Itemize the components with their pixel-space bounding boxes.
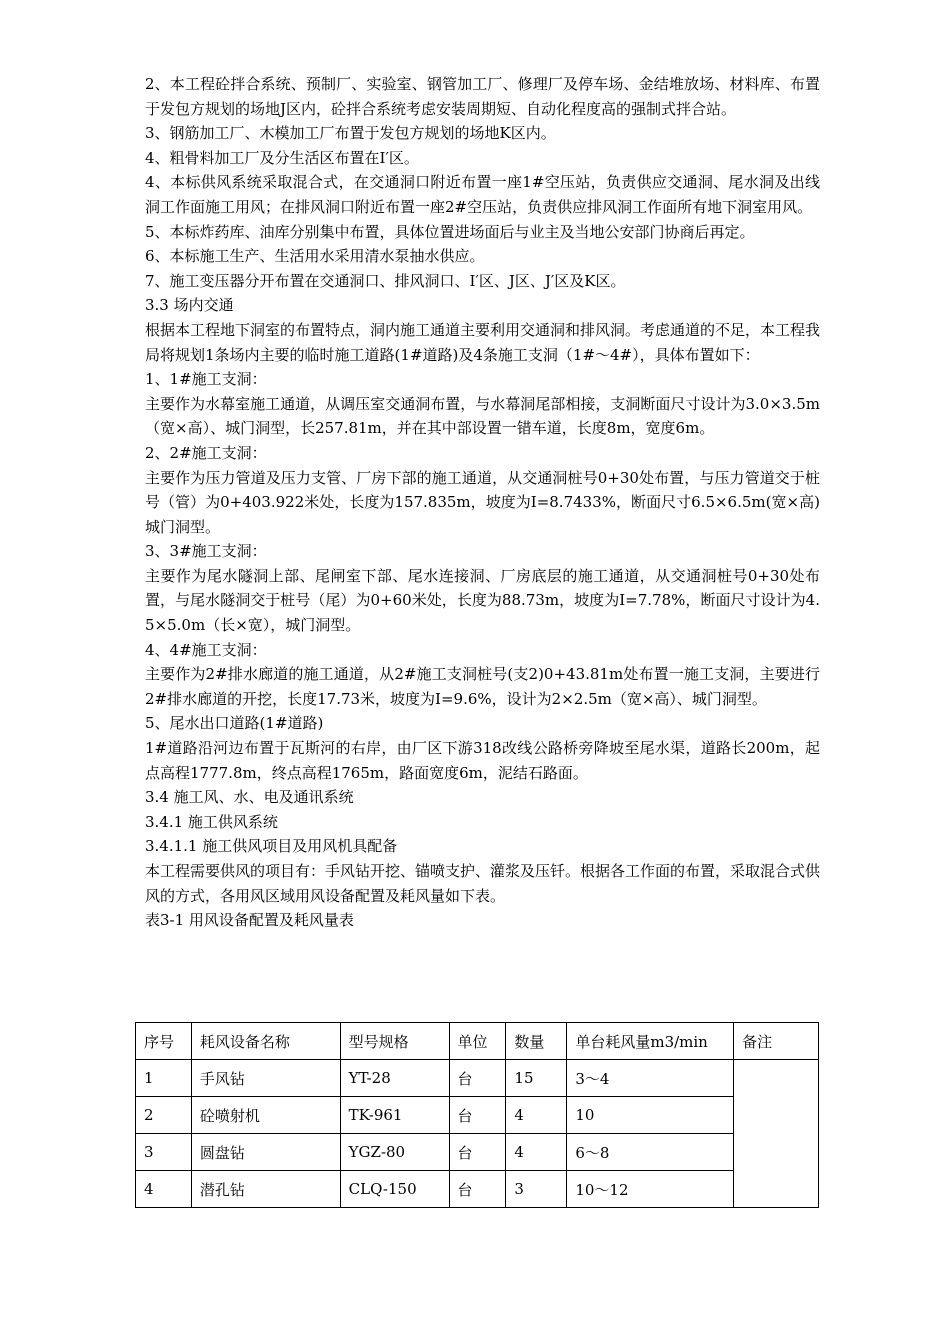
paragraph: 7、施工变压器分开布置在交通洞口、排风洞口、I′区、J区、J′区及K区。 [145,271,626,290]
table-cell: 手风钻 [191,1060,340,1097]
table-cell: 10～12 [567,1171,734,1208]
paragraph: 根据本工程地下洞室的布置特点，洞内施工通道主要利用交通洞和排风洞。考虑通道的不足，本工程我局将规划1条场内主要的临时施工道路(1#道路)及4条施工支洞（1#～4#），具体布置如下： [145,320,821,364]
paragraph: 3、钢筋加工厂、木模加工厂布置于发包方规划的场地K区内。 [145,124,556,143]
paragraph: 主要作为2#排水廊道的施工通道，从2#施工支洞桩号(支2)0+43.81m处布置一施工支洞，主要进行2#排水廊道的开挖，长度17.73米，坡度为I=9.6%，设计为2×2.5m（宽×高）、城门洞型。 [145,665,820,708]
table-row [136,1097,819,1134]
table-header-row [136,1023,819,1060]
table-cell: 潜孔钻 [191,1171,340,1208]
table-row [136,1171,819,1208]
table-cell: TK-961 [340,1097,449,1134]
table-cell: 15 [506,1060,567,1097]
table-cell: 圆盘钻 [191,1134,340,1171]
subsection-heading: 4、4#施工支洞： [145,640,267,659]
table-cell: 4 [136,1171,192,1208]
table-cell: 砼喷射机 [191,1097,340,1134]
table-cell: 3 [136,1134,192,1171]
table-cell: 2 [136,1097,192,1134]
table-cell: YT-28 [340,1060,449,1097]
table-cell: 3 [506,1171,567,1208]
air-equipment-table [135,1022,819,1208]
paragraph: 本工程需要供风的项目有：手风钻开挖、锚喷支护、灌浆及压钎。根据各工作面的布置，采取混合式供风的方式，各用风区域用风设备配置及耗风量如下表。 [145,862,821,905]
table-row [136,1060,819,1097]
header-cell: 单台耗风量m3/min [567,1023,734,1060]
subsection-heading: 1、1#施工支洞： [145,370,267,389]
header-cell: 序号 [136,1023,192,1060]
paragraph: 1#道路沿河边布置于瓦斯河的右岸，由厂区下游318改线公路桥旁降坡至尾水渠，道路长200m，起点高程1777.8m，终点高程1765m，路面宽度6m，泥结石路面。 [145,739,820,782]
section-heading: 3.4.1 施工供风系统 [145,812,278,831]
header-cell: 数量 [506,1023,567,1060]
table-cell: CLQ-150 [340,1171,449,1208]
header-cell: 单位 [449,1023,506,1060]
subsection-heading: 2、2#施工支洞： [145,443,267,462]
section-heading: 3.3 场内交通 [145,296,234,315]
table-cell: 4 [506,1097,567,1134]
remarks-cell [734,1060,819,1208]
table-caption: 表3-1 用风设备配置及耗风量表 [145,911,354,930]
header-cell: 备注 [734,1023,819,1060]
subsection-heading: 3、3#施工支洞： [145,542,267,561]
section-heading: 3.4.1.1 施工供风项目及用风机具配备 [145,837,398,856]
paragraph: 主要作为压力管道及压力支管、厂房下部的施工通道，从交通洞桩号0+30处布置，与压力管道交于桩号（管）为0+403.922米处，长度为157.835m，坡度为I=8.7433%，断面尺寸6.5×6.5m(宽×高)城门洞型。 [145,468,820,536]
paragraph: 2、本工程砼拌合系统、预制厂、实验室、钢管加工厂、修理厂及停车场、金结堆放场、材料库、布置于发包方规划的场地J区内，砼拌合系统考虑安装周期短、自动化程度高的强制式拌合站。 [145,75,820,118]
table-cell: 1 [136,1060,192,1097]
subsection-heading: 5、尾水出口道路(1#道路) [145,714,324,733]
table-cell: 台 [449,1134,506,1171]
paragraph: 4、粗骨料加工厂及分生活区布置在I′区。 [145,148,419,167]
table-cell: YGZ-80 [340,1134,449,1171]
header-cell: 型号规格 [340,1023,449,1060]
document-body [145,72,820,932]
table-cell: 台 [449,1171,506,1208]
header-cell: 耗风设备名称 [191,1023,340,1060]
paragraph: 主要作为水幕室施工通道，从调压室交通洞布置，与水幕洞尾部相接，支洞断面尺寸设计为3.0×3.5m（宽×高）、城门洞型，长257.81m，并在其中部设置一错车道，长度8m，宽度6m。 [145,394,820,438]
table-cell: 4 [506,1134,567,1171]
table-cell: 台 [449,1060,506,1097]
section-heading: 3.4 施工风、水、电及通讯系统 [145,788,354,807]
table-cell: 10 [567,1097,734,1134]
paragraph: 5、本标炸药库、油库分别集中布置，具体位置进场面后与业主及当地公安部门协商后再定。 [145,222,755,241]
paragraph: 6、本标施工生产、生活用水采用清水泵抽水供应。 [145,247,485,266]
table-row [136,1134,819,1171]
paragraph: 主要作为尾水隧洞上部、尾闸室下部、尾水连接洞、厂房底层的施工通道，从交通洞桩号0+30处布置，与尾水隧洞交于桩号（尾）为0+60米处，长度为88.73m，坡度为I=7.78%，断面尺寸设计为4.5×5.0m（长×宽），城门洞型。 [145,566,820,635]
table-cell: 台 [449,1097,506,1134]
table-cell: 6～8 [567,1134,734,1171]
table-cell: 3～4 [567,1060,734,1097]
paragraph: 4、本标供风系统采取混合式，在交通洞口附近布置一座1#空压站，负责供应交通洞、尾水洞及出线洞工作面施工用风；在排风洞口附近布置一座2#空压站，负责供应排风洞工作面所有地下洞室用风。 [145,173,820,216]
